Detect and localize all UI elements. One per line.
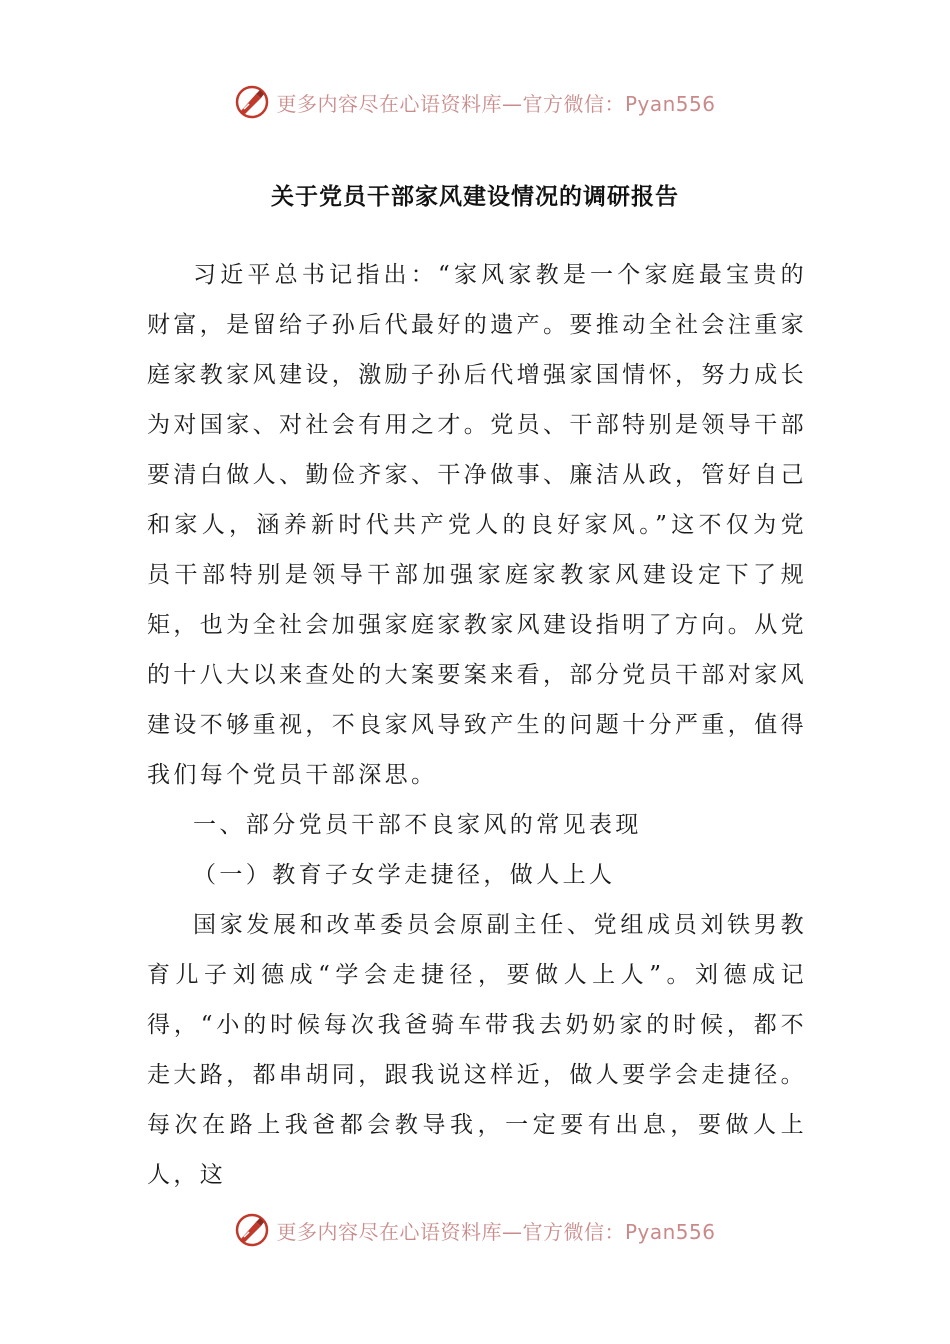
pen-nib-icon	[234, 84, 270, 120]
watermark-text: 更多内容尽在心语资料库—官方微信：Pyan556	[276, 91, 716, 116]
subsection-heading-1: （一）教育子女学走捷径，做人上人	[193, 862, 616, 888]
header-watermark	[0, 82, 950, 122]
document-title: 关于党员干部家风建设情况的调研报告	[271, 184, 679, 210]
pen-nib-icon	[234, 1212, 270, 1248]
paragraph-case-1: 国家发展和改革委员会原副主任、党组成员刘铁男教育儿子刘德成“学会走捷径，要做人上人”。刘德成记得，“小的时候每次我爸骑车带我去奶奶家的时候，都不走大路，都串胡同，跟我说这样近，做人要学会走捷径。每次在路上我爸都会教导我，一定要有出息，要做人上人，这	[147, 912, 807, 1188]
section-heading-1: 一、部分党员干部不良家风的常见表现	[193, 812, 642, 838]
footer-watermark	[0, 1210, 950, 1250]
watermark-text: 更多内容尽在心语资料库—官方微信：Pyan556	[276, 1219, 716, 1244]
document-body	[147, 250, 807, 1200]
paragraph-intro: 习近平总书记指出：“家风家教是一个家庭最宝贵的财富，是留给子孙后代最好的遗产。要推动全社会注重家庭家教家风建设，激励子孙后代增强家国情怀，努力成长为对国家、对社会有用之才。党员、干部特别是领导干部要清白做人、勤俭齐家、干净做事、廉洁从政，管好自己和家人，涵养新时代共产党人的良好家风。”这不仅为党员干部特别是领导干部加强家庭家教家风建设定下了规矩，也为全社会加强家庭家教家风建设指明了方向。从党的十八大以来查处的大案要案来看，部分党员干部对家风建设不够重视，不良家风导致产生的问题十分严重，值得我们每个党员干部深思。	[147, 262, 807, 788]
